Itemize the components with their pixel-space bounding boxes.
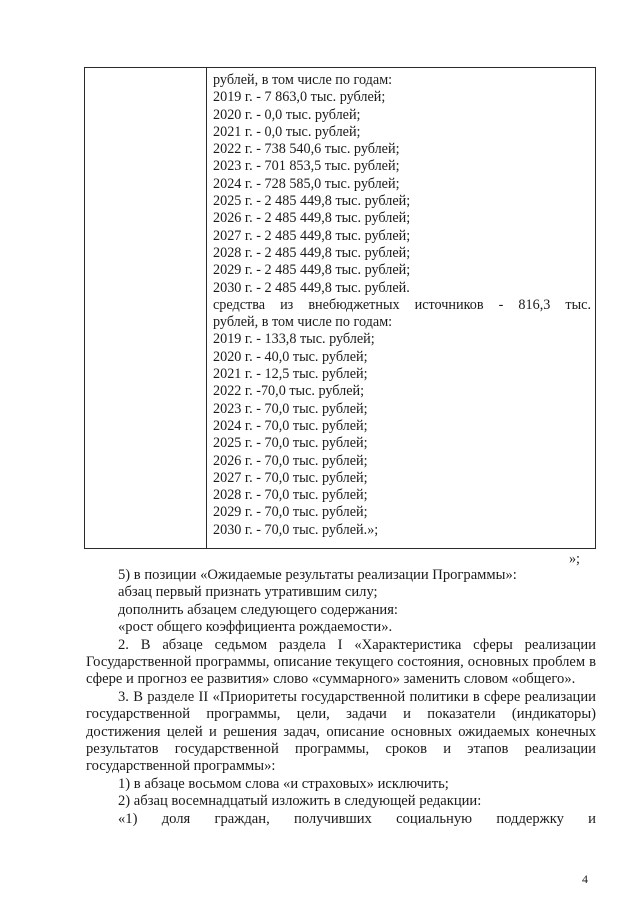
table-line: 2020 г. - 0,0 тыс. рублей; [213, 106, 361, 123]
paragraph: «1) доля граждан, получивших социальную поддержку и [118, 810, 596, 827]
table-line: 2026 г. - 2 485 449,8 тыс. рублей; [213, 210, 411, 227]
paragraph: дополнить абзацем следующего содержания: [118, 601, 398, 618]
table-line: 2028 г. - 70,0 тыс. рублей; [213, 487, 368, 504]
table-line: 2026 г. - 70,0 тыс. рублей; [213, 452, 368, 469]
paragraph: 2) абзац восемнадцатый изложить в следующей редакции: [118, 793, 482, 810]
program-table [84, 67, 596, 549]
table-line: 2024 г. - 728 585,0 тыс. рублей; [213, 175, 400, 192]
table-line: 2028 г. - 2 485 449,8 тыс. рублей; [213, 244, 411, 261]
table-line: 2030 г. - 70,0 тыс. рублей.»; [213, 521, 379, 538]
table-line: 2021 г. - 0,0 тыс. рублей; [213, 123, 361, 140]
table-line: 2024 г. - 70,0 тыс. рублей; [213, 417, 368, 434]
table-line: 2025 г. - 2 485 449,8 тыс. рублей; [213, 193, 411, 210]
table-line: 2023 г. - 701 853,5 тыс. рублей; [213, 158, 400, 175]
table-line: 2027 г. - 2 485 449,8 тыс. рублей; [213, 227, 411, 244]
table-line: 2022 г. - 738 540,6 тыс. рублей; [213, 141, 400, 158]
table-column-divider [206, 68, 207, 548]
paragraph: «рост общего коэффициента рождаемости». [118, 619, 393, 636]
table-line: 2019 г. - 133,8 тыс. рублей; [213, 331, 375, 348]
table-line: 2021 г. - 12,5 тыс. рублей; [213, 366, 368, 383]
table-line: 2020 г. - 40,0 тыс. рублей; [213, 348, 368, 365]
table-line: 2030 г. - 2 485 449,8 тыс. рублей. [213, 279, 410, 296]
table-line: 2027 г. - 70,0 тыс. рублей; [213, 469, 368, 486]
paragraph: 5) в позиции «Ожидаемые результаты реализации Программы»: [118, 567, 517, 583]
table-line: 2019 г. - 7 863,0 тыс. рублей; [213, 89, 386, 106]
table-line: 2025 г. - 70,0 тыс. рублей; [213, 435, 368, 452]
table-line: рублей, в том числе по годам: [213, 314, 393, 331]
table-line: средства из внебюджетных источников - 816,3 тыс. [213, 296, 591, 313]
paragraph: 1) в абзаце восьмом слова «и страховых» исключить; [118, 775, 449, 792]
table-line: 2023 г. - 70,0 тыс. рублей; [213, 400, 368, 417]
closing-quote-mark: »; [568, 551, 580, 567]
paragraph: абзац первый признать утратившим силу; [118, 584, 378, 601]
table-line: рублей, в том числе по годам: [213, 72, 393, 88]
paragraph: 3. В разделе II «Приоритеты государственной политики в сфере реализации государственной программы, цели, задачи и показатели (индикаторы) достижения целей и решения задач, описание основных ожидаемых конечных результатов государственной программы, сроков и этапов реализации государственной программы»: [86, 688, 596, 775]
table-line: 2022 г. -70,0 тыс. рублей; [213, 383, 365, 400]
document-body [86, 567, 596, 828]
table-funding-cell [213, 72, 591, 539]
table-line: 2029 г. - 70,0 тыс. рублей; [213, 504, 368, 521]
table-line: 2029 г. - 2 485 449,8 тыс. рублей; [213, 262, 411, 279]
page-number: 4 [582, 872, 588, 886]
paragraph: 2. В абзаце седьмом раздела I «Характеристика сферы реализации Государственной программы, описание текущего состояния, основных проблем в сфере и прогноз ее развития» слово «суммарного» заменить словом «общего». [86, 636, 596, 688]
